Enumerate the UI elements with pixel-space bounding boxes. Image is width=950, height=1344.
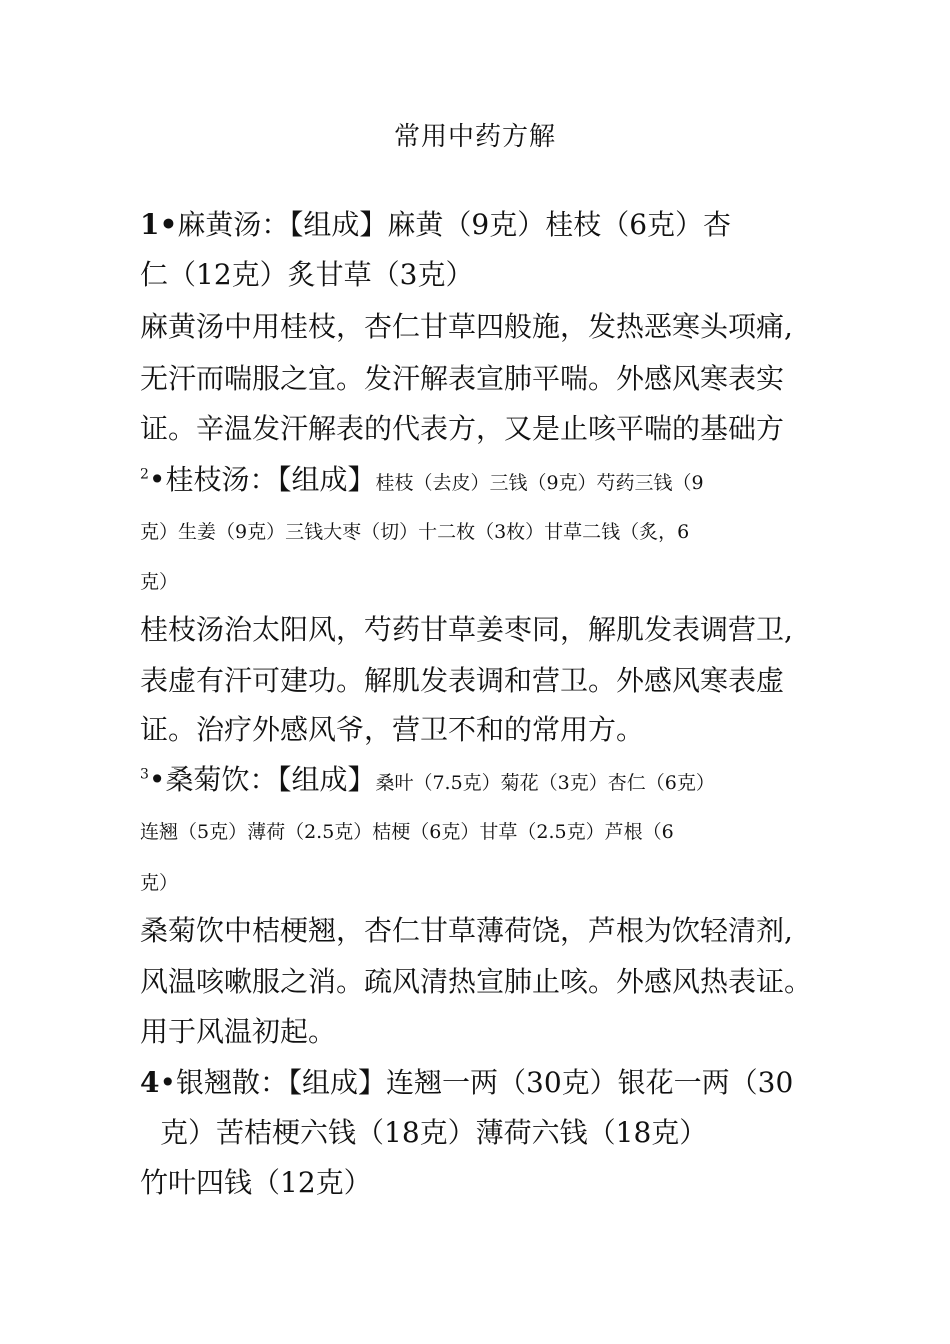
section-2-name: •桂枝汤：【组成】 [148,463,376,496]
section-3-body-line: 桑菊饮中桔梗翘，杏仁甘草薄荷饶，芦根为饮轻清剂, [140,914,793,947]
section-3-body-line: 风温咳嗽服之消。疏风清热宣肺止咳。外感风热表证。 [140,965,813,998]
section-2-body-line: 桂枝汤治太阳风，芍药甘草姜枣同，解肌发表调营卫, [140,613,793,646]
section-3-name: •桑菊饮：【组成】 [148,763,376,796]
section-2-body-line: 证。治疗外感风爷，营卫不和的常用方。 [140,713,645,746]
section-4-ingredients-cont: 竹叶四钱（12克） [140,1166,372,1199]
section-2-number: 2 [140,466,149,483]
page-title: 常用中药方解 [393,122,556,152]
section-3-number: 3 [140,766,149,783]
section-4-ingredients-cont: 克）苦桔梗六钱（18克）薄荷六钱（18克） [160,1116,708,1149]
section-3-ingredients-cont: 克） [140,872,179,894]
section-2-body-line: 表虚有汗可建功。解肌发表调和营卫。外感风寒表虚 [140,664,785,697]
section-1-header: 1•麻黄汤：【组成】麻黄（9克）桂枝（6克）杏 [140,208,732,241]
section-4-ingredients: 连翘一两（30克）银花一两（30 [386,1066,794,1099]
section-2-ingredients: 桂枝（去皮）三钱（9克）芍药三钱（9 [375,472,704,494]
section-2-ingredients-cont: 克）生姜（9克）三钱大枣（切）十二枚（3枚）甘草二钱（炙，6 [140,521,690,543]
section-3-header [140,763,715,800]
section-1-body-line: 证。辛温发汗解表的代表方，又是止咳平喘的基础方 [140,412,785,445]
section-3-ingredients: 桑叶（7.5克）菊花（3克）杏仁（6克） [375,772,715,794]
section-3-body-line: 用于风温初起。 [140,1015,337,1048]
section-2-ingredients-cont: 克） [140,571,179,593]
section-1-number: 1 [140,208,160,241]
section-4-header [140,1066,793,1100]
section-3-ingredients-cont: 连翘（5克）薄荷（2.5克）桔梗（6克）甘草（2.5克）芦根（6 [140,821,674,843]
section-2-header [140,463,704,500]
section-1-name: 麻黄汤：【组成】 [177,208,388,241]
section-4-number: 4 [140,1066,160,1099]
section-1-body-line: 麻黄汤中用桂枝，杏仁甘草四般施，发热恶寒头项痛, [140,310,793,343]
section-1-ingredients-cont: 仁（12克）炙甘草（3克） [140,258,474,291]
section-4-name: •银翘散：【组成】 [159,1066,387,1099]
section-1-body-line: 无汗而喘服之宜。发汗解表宣肺平喘。外感风寒表实 [140,362,785,395]
section-1-ingredients: 麻黄（9克）桂枝（6克）杏 [387,208,732,241]
